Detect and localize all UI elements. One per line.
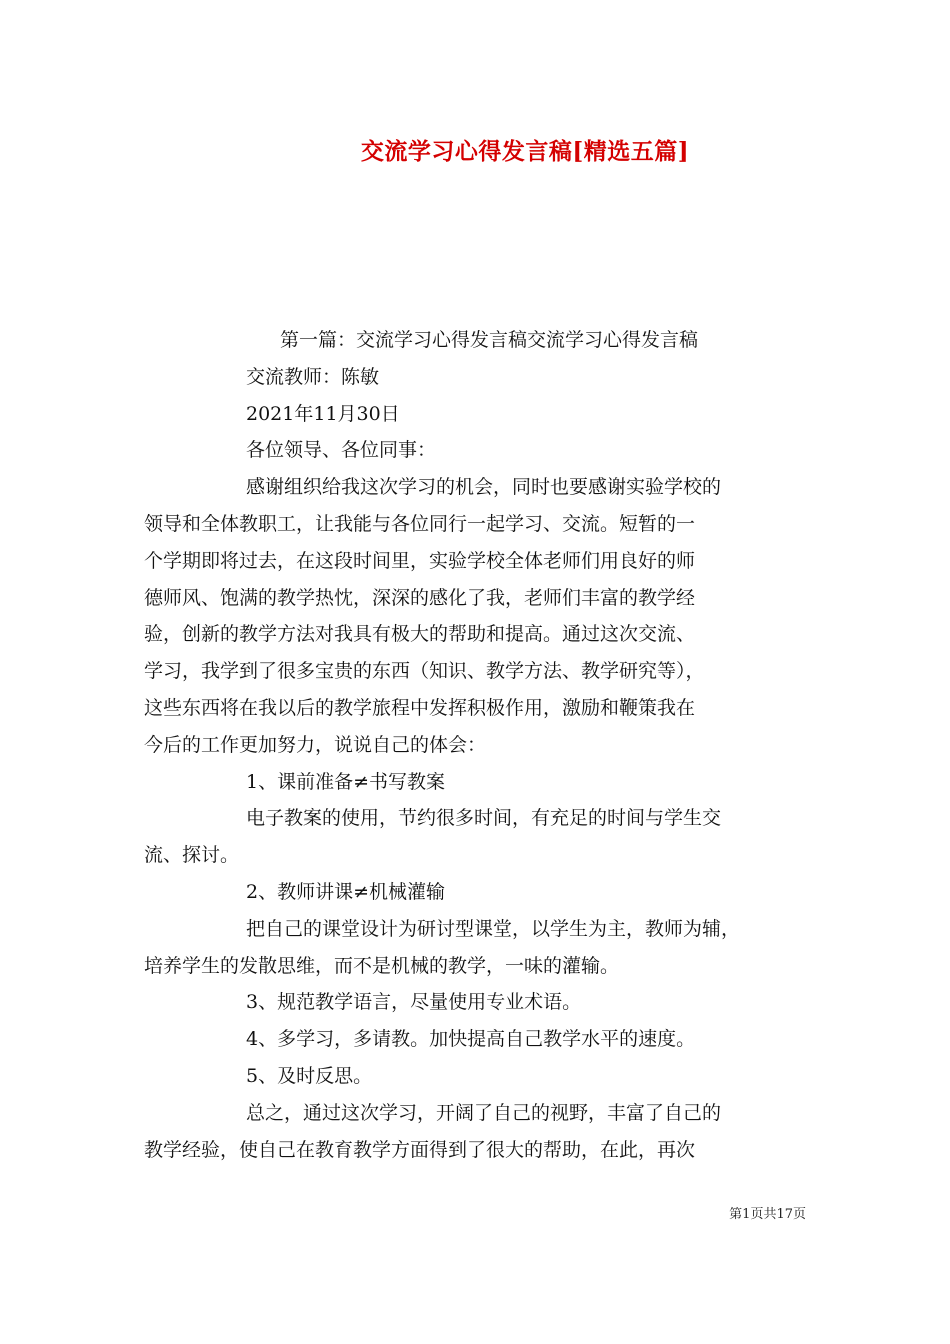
paragraph-line: 4、多学习，多请教。加快提高自己教学水平的速度。 xyxy=(246,1028,696,1051)
paragraph-line: 流、探讨。 xyxy=(144,844,240,867)
document-title: 交流学习心得发言稿[精选五篇] xyxy=(360,138,690,165)
paragraphs xyxy=(144,469,814,1168)
paragraph-line: 3、规范教学语言，尽量使用专业术语。 xyxy=(246,991,582,1014)
paragraph-line: 学习，我学到了很多宝贵的东西（知识、教学方法、教学研究等）， xyxy=(144,660,705,683)
paragraph-line: 个学期即将过去，在这段时间里，实验学校全体老师们用良好的师 xyxy=(144,549,696,572)
paragraph-line: 今后的工作更加努力，说说自己的体会： xyxy=(144,733,487,756)
date-line: 2021年11月30日 xyxy=(246,402,400,425)
paragraph-line: 电子教案的使用，节约很多时间，有充足的时间与学生交 xyxy=(246,807,722,830)
page-footer: 第1页共17页 xyxy=(729,1207,806,1222)
paragraph-line: 德师风、饱满的教学热忱，深深的感化了我，老师们丰富的教学经 xyxy=(144,586,696,609)
paragraph-line: 培养学生的发散思维，而不是机械的教学，一味的灌输。 xyxy=(144,954,620,977)
paragraph-line: 把自己的课堂设计为研讨型课堂，以学生为主，教师为辅， xyxy=(246,917,741,940)
section-heading: 第一篇：交流学习心得发言稿交流学习心得发言稿 xyxy=(280,329,699,351)
paragraph-line: 2、教师讲课≠机械灌输 xyxy=(246,880,446,903)
author-line: 交流教师：陈敏 xyxy=(246,365,380,388)
paragraph-line: 总之，通过这次学习，开阔了自己的视野，丰富了自己的 xyxy=(246,1101,722,1124)
paragraph-line: 教学经验，使自己在教育教学方面得到了很大的帮助，在此，再次 xyxy=(144,1138,696,1161)
document-body xyxy=(144,322,814,1168)
salutation-line: 各位领导、各位同事： xyxy=(246,439,437,462)
paragraph-line: 1、课前准备≠书写教案 xyxy=(246,770,446,793)
paragraph-line: 5、及时反思。 xyxy=(246,1064,373,1087)
paragraph-line: 验，创新的教学方法对我具有极大的帮助和提高。通过这次交流、 xyxy=(144,623,696,646)
paragraph-line: 这些东西将在我以后的教学旅程中发挥积极作用，激励和鞭策我在 xyxy=(144,696,696,719)
paragraph-line: 感谢组织给我这次学习的机会，同时也要感谢实验学校的 xyxy=(246,476,722,499)
paragraph-line: 领导和全体教职工，让我能与各位同行一起学习、交流。短暂的一 xyxy=(144,512,696,535)
